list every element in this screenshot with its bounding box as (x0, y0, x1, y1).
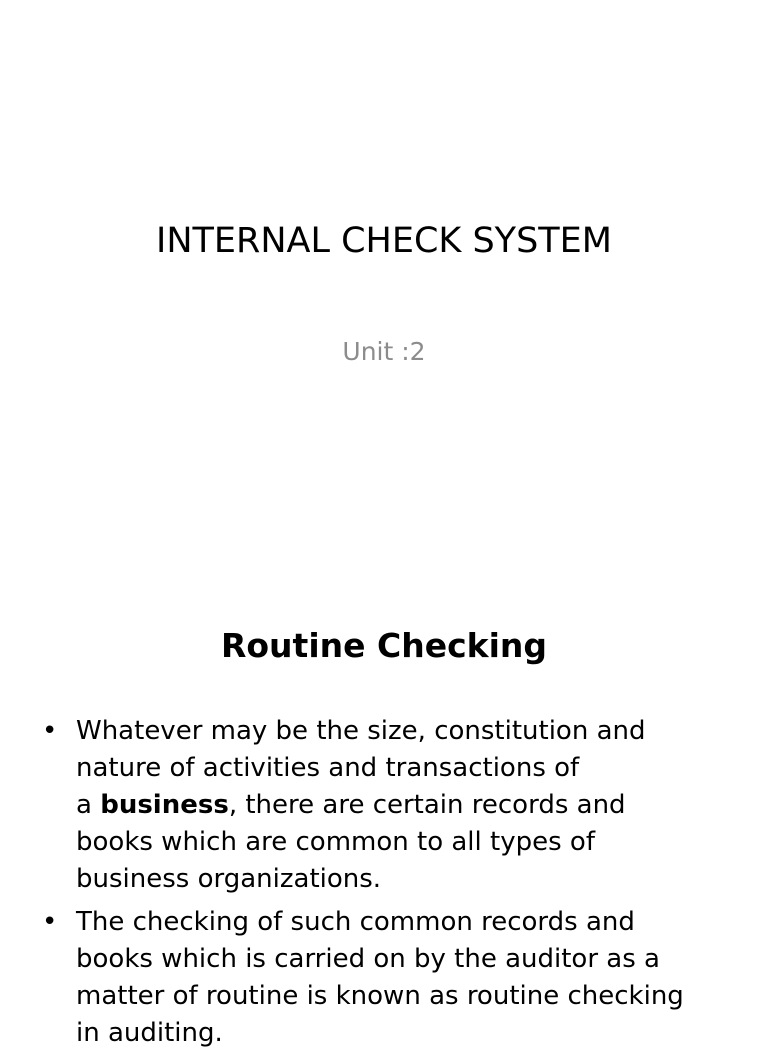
slide-heading: Routine Checking (220, 626, 548, 665)
bullet-line: nature of activities and transactions of (76, 753, 580, 783)
bullet-line: in auditing. (76, 1018, 223, 1048)
bullet-line: Whatever may be the size, constitution and (76, 716, 646, 746)
bullet-text: , there are certain records and (228, 790, 626, 820)
content-slide (0, 576, 768, 1048)
bullet-line: business organizations. (76, 864, 382, 894)
bullet-item (40, 904, 740, 1052)
bullet-dot-icon: • (42, 907, 58, 937)
slide-subtitle: Unit :2 (342, 337, 426, 366)
bullet-text: a (76, 790, 101, 820)
bullet-line: The checking of such common records and (76, 907, 635, 937)
bullet-dot-icon: • (42, 716, 58, 746)
bullet-line (76, 787, 740, 824)
slide-title: INTERNAL CHECK SYSTEM (156, 221, 612, 261)
bold-term: business (100, 790, 229, 820)
bullet-line: books which is carried on by the auditor as a (76, 944, 660, 974)
bullet-line: books which are common to all types of (76, 827, 595, 857)
bullet-list (40, 713, 740, 1058)
bullet-item (40, 713, 740, 898)
bullet-line: matter of routine is known as routine checking (76, 981, 684, 1011)
